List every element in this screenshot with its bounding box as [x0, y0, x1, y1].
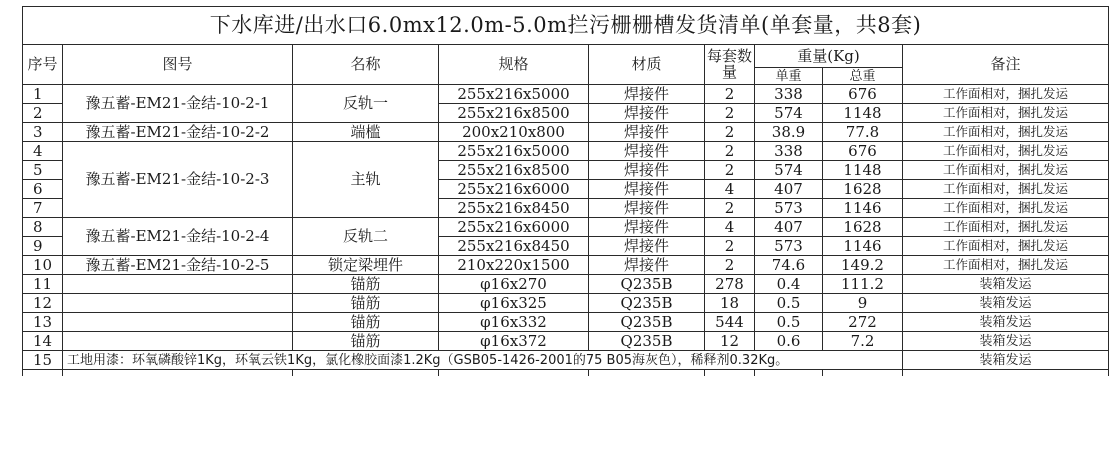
cell-material: 焊接件	[589, 142, 705, 161]
cell-total-weight: 676	[823, 142, 903, 161]
cell-material: Q235B	[589, 313, 705, 332]
cell-remark: 工作面相对，捆扎发运	[903, 237, 1109, 256]
cell-qty: 2	[705, 161, 755, 180]
cell-spec: 255x216x8450	[439, 237, 589, 256]
header-qty	[705, 45, 755, 85]
cell-spec: 255x216x6000	[439, 180, 589, 199]
cell-spec: 255x216x5000	[439, 85, 589, 104]
header-row-1	[23, 45, 1109, 68]
cell-qty: 4	[705, 218, 755, 237]
cell-remark: 工作面相对，捆扎发运	[903, 104, 1109, 123]
cell-unit-weight: 573	[755, 237, 823, 256]
cell-spec: 200x210x800	[439, 123, 589, 142]
cell-remark: 工作面相对，捆扎发运	[903, 142, 1109, 161]
cell-name: 反轨一	[293, 85, 439, 123]
table-row	[23, 123, 1109, 142]
cell-total-weight: 1148	[823, 161, 903, 180]
cell-spec: 255x216x8450	[439, 199, 589, 218]
cell-seq: 12	[23, 294, 63, 313]
cell-qty: 18	[705, 294, 755, 313]
cell-material: Q235B	[589, 294, 705, 313]
cell-remark: 工作面相对，捆扎发运	[903, 85, 1109, 104]
cell-remark: 工作面相对，捆扎发运	[903, 199, 1109, 218]
header-drawing: 图号	[63, 45, 293, 85]
cell-material: 焊接件	[589, 256, 705, 275]
cell-qty: 2	[705, 104, 755, 123]
cell-seq: 9	[23, 237, 63, 256]
cell-total-weight: 111.2	[823, 275, 903, 294]
cell-total-weight: 77.8	[823, 123, 903, 142]
cell-spec: φ16x270	[439, 275, 589, 294]
cell-material: 焊接件	[589, 218, 705, 237]
cell-qty: 2	[705, 142, 755, 161]
cell-seq: 8	[23, 218, 63, 237]
cell-spec: φ16x332	[439, 313, 589, 332]
cell-qty: 2	[705, 85, 755, 104]
cell-seq: 7	[23, 199, 63, 218]
cell-total-weight: 676	[823, 85, 903, 104]
cell-name: 锁定梁埋件	[293, 256, 439, 275]
cell-seq: 11	[23, 275, 63, 294]
cell-material: 焊接件	[589, 85, 705, 104]
cell-drawing: 豫五蓄-EM21-金结-10-2-3	[63, 142, 293, 218]
cell-unit-weight: 0.6	[755, 332, 823, 351]
cell-total-weight: 1628	[823, 180, 903, 199]
cell-unit-weight: 574	[755, 104, 823, 123]
cell-name: 锚筋	[293, 275, 439, 294]
cell-unit-weight: 0.4	[755, 275, 823, 294]
cell-material: 焊接件	[589, 161, 705, 180]
cell-seq: 3	[23, 123, 63, 142]
header-material: 材质	[589, 45, 705, 85]
cell-spec: φ16x372	[439, 332, 589, 351]
cell-seq: 10	[23, 256, 63, 275]
cell-qty: 4	[705, 180, 755, 199]
cell-qty: 544	[705, 313, 755, 332]
cell-total-weight: 272	[823, 313, 903, 332]
cell-unit-weight: 407	[755, 218, 823, 237]
cell-remark: 工作面相对，捆扎发运	[903, 218, 1109, 237]
cell-seq: 15	[23, 351, 63, 370]
table-row	[23, 313, 1109, 332]
cell-material: Q235B	[589, 275, 705, 294]
table-row	[23, 256, 1109, 275]
cell-remark: 工作面相对，捆扎发运	[903, 123, 1109, 142]
cell-total-weight: 1628	[823, 218, 903, 237]
cell-spec: 210x220x1500	[439, 256, 589, 275]
cell-spec: 255x216x6000	[439, 218, 589, 237]
cell-remark: 工作面相对，捆扎发运	[903, 161, 1109, 180]
cell-spec: 255x216x5000	[439, 142, 589, 161]
header-name: 名称	[293, 45, 439, 85]
cell-drawing	[63, 313, 293, 332]
cell-total-weight: 9	[823, 294, 903, 313]
cell-drawing	[63, 275, 293, 294]
cell-remark: 工作面相对，捆扎发运	[903, 180, 1109, 199]
cell-remark: 装箱发运	[903, 351, 1109, 370]
cell-unit-weight: 338	[755, 85, 823, 104]
cell-qty: 12	[705, 332, 755, 351]
cell-total-weight: 149.2	[823, 256, 903, 275]
cell-total-weight: 1146	[823, 199, 903, 218]
sheet-title: 下水库进/出水口6.0mx12.0m-5.0m拦污栅栅槽发货清单(单套量，共8套)	[23, 7, 1109, 45]
header-remarks: 备注	[903, 45, 1109, 85]
cell-material: 焊接件	[589, 237, 705, 256]
table-row	[23, 85, 1109, 104]
cell-remark: 装箱发运	[903, 332, 1109, 351]
table-row	[23, 275, 1109, 294]
cell-remark: 装箱发运	[903, 313, 1109, 332]
table-row	[23, 351, 1109, 370]
cell-drawing	[63, 294, 293, 313]
cell-unit-weight: 574	[755, 161, 823, 180]
cell-seq: 4	[23, 142, 63, 161]
cell-spec: φ16x325	[439, 294, 589, 313]
table-row	[23, 294, 1109, 313]
cell-qty: 2	[705, 199, 755, 218]
cell-remark: 装箱发运	[903, 294, 1109, 313]
cell-material: 焊接件	[589, 199, 705, 218]
cell-material: 焊接件	[589, 123, 705, 142]
cell-remark: 工作面相对，捆扎发运	[903, 256, 1109, 275]
cell-qty: 2	[705, 123, 755, 142]
cell-drawing: 豫五蓄-EM21-金结-10-2-5	[63, 256, 293, 275]
table-row	[23, 218, 1109, 237]
shipping-list-table	[22, 6, 1109, 376]
table-row-partial	[23, 370, 1109, 377]
header-unit-weight: 单重	[755, 68, 823, 85]
cell-name: 锚筋	[293, 332, 439, 351]
table-row	[23, 332, 1109, 351]
cell-qty: 2	[705, 256, 755, 275]
cell-unit-weight: 74.6	[755, 256, 823, 275]
cell-material: 焊接件	[589, 180, 705, 199]
cell-remark: 装箱发运	[903, 275, 1109, 294]
cell-seq: 1	[23, 85, 63, 104]
table-row	[23, 142, 1109, 161]
cell-seq: 14	[23, 332, 63, 351]
cell-name: 锚筋	[293, 294, 439, 313]
cell-unit-weight: 573	[755, 199, 823, 218]
header-spec: 规格	[439, 45, 589, 85]
cell-drawing: 豫五蓄-EM21-金结-10-2-2	[63, 123, 293, 142]
cell-spec: 255x216x8500	[439, 161, 589, 180]
header-seq: 序号	[23, 45, 63, 85]
cell-drawing: 豫五蓄-EM21-金结-10-2-4	[63, 218, 293, 256]
cell-unit-weight: 0.5	[755, 294, 823, 313]
cell-seq: 5	[23, 161, 63, 180]
header-total-weight: 总重	[823, 68, 903, 85]
cell-total-weight: 7.2	[823, 332, 903, 351]
cell-unit-weight: 338	[755, 142, 823, 161]
cell-qty: 278	[705, 275, 755, 294]
cell-qty: 2	[705, 237, 755, 256]
cell-name: 主轨	[293, 142, 439, 218]
header-qty-line1: 每套数	[706, 46, 752, 65]
cell-seq: 6	[23, 180, 63, 199]
cell-spec: 255x216x8500	[439, 104, 589, 123]
cell-seq: 13	[23, 313, 63, 332]
cell-material: Q235B	[589, 332, 705, 351]
cell-name: 锚筋	[293, 313, 439, 332]
cell-unit-weight: 38.9	[755, 123, 823, 142]
header-qty-line2: 量	[721, 62, 737, 81]
cell-drawing	[63, 332, 293, 351]
cell-total-weight: 1148	[823, 104, 903, 123]
title-row	[23, 7, 1109, 45]
cell-name: 端槛	[293, 123, 439, 142]
cell-seq: 2	[23, 104, 63, 123]
cell-paint-note: 工地用漆：环氧磷酸锌1Kg，环氧云铁1Kg，氯化橡胶面漆1.2Kg（GSB05-1426-2001的75 B05海灰色），稀释剂0.32Kg。	[63, 351, 903, 370]
cell-material: 焊接件	[589, 104, 705, 123]
header-weight: 重量(Kg)	[755, 45, 903, 68]
cell-unit-weight: 407	[755, 180, 823, 199]
cell-unit-weight: 0.5	[755, 313, 823, 332]
cell-name: 反轨二	[293, 218, 439, 256]
cell-total-weight: 1146	[823, 237, 903, 256]
cell-drawing: 豫五蓄-EM21-金结-10-2-1	[63, 85, 293, 123]
